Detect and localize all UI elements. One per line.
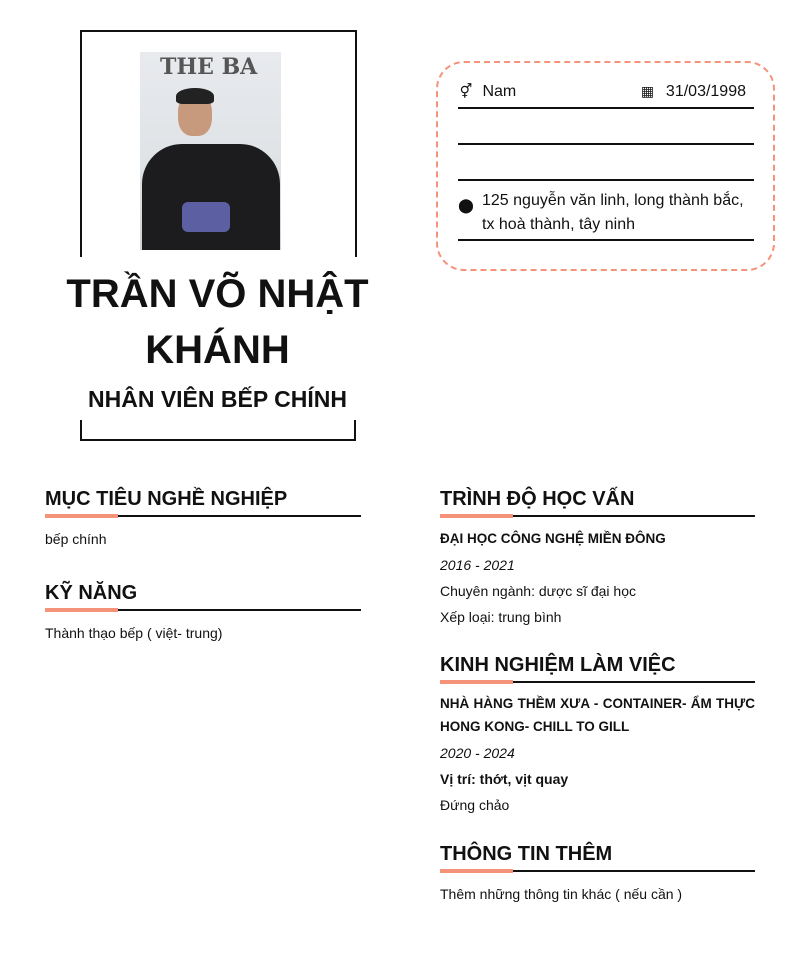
job-title: NHÂN VIÊN BẾP CHÍNH [88,386,347,412]
empty-row-1 [458,109,754,145]
profile-photo [140,52,281,250]
objective-section: MỤC TIÊU NGHỀ NGHIỆP bếp chính [45,488,361,552]
education-section: TRÌNH ĐỘ HỌC VẤN ĐẠI HỌC CÔNG NGHỆ MIỀN ĐÔNG 2016 - 2021 Chuyên ngành: dược sĩ đại học Xếp loại: trung bình [440,488,755,630]
empty-row-2 [458,145,754,181]
full-name: TRẦN VÕ NHẬT KHÁNH [66,272,369,372]
gender-icon: ⚥ [459,83,473,100]
gender: Nam [482,83,517,100]
gender-birthdate-row [458,83,754,109]
photo-wall-graffiti: THE BA [160,54,258,80]
additional-info-section: THÔNG TIN THÊM Thêm những thông tin khác ( nếu cần ) [440,843,755,907]
contact-box [436,61,775,271]
address-row: ⬤ 125 nguyễn văn linh, long thành bắc, tx hoà thành, tây ninh [458,189,754,241]
experience-section: KINH NGHIỆM LÀM VIỆC NHÀ HÀNG THỀM XƯA - CONTAINER- ẨM THỰC HONG KONG- CHILL TO GILL 2020 - 2024 Vị trí: thớt, vịt quay Đứng chảo [440,654,755,813]
location-pin-icon: ⬤ [458,197,474,213]
skills-section: KỸ NĂNG Thành thạo bếp ( việt- trung) [45,582,361,646]
calendar-icon: ▦ [640,83,655,100]
birthdate: 31/03/1998 [665,83,746,100]
photo-frame-bottom [80,420,356,441]
